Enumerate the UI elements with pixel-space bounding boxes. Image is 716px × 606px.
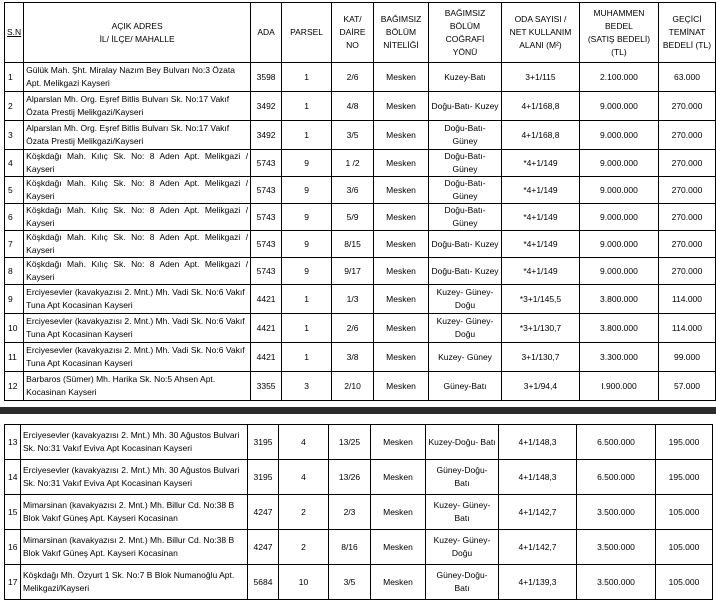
cell-nitelik: Mesken <box>371 425 426 460</box>
header-nitelik: BAĞIMSIZ BÖLÜM NİTELİĞİ <box>374 3 429 63</box>
cell-ada: 3195 <box>248 425 279 460</box>
cell-teminat: 270.000 <box>658 92 715 121</box>
cell-nitelik: Mesken <box>374 285 429 314</box>
cell-oda: *4+1/149 <box>501 258 579 285</box>
cell-teminat: 270.000 <box>658 231 715 258</box>
cell-nitelik: Mesken <box>374 121 429 150</box>
cell-kat-daire: 2/3 <box>329 495 371 530</box>
table-row <box>5 204 716 231</box>
cell-address: Köşkdağı Mah. Kılıç Sk. No: 8 Aden Apt. Melikgazi / Kayseri <box>24 177 251 204</box>
cell-parsel: 3 <box>282 372 332 401</box>
cell-nitelik: Mesken <box>374 177 429 204</box>
header-ada: ADA <box>251 3 282 63</box>
cell-sn: 16 <box>5 530 21 565</box>
cell-yon: Kuzey- Güney- Doğu <box>429 314 502 343</box>
cell-parsel: 1 <box>282 285 332 314</box>
header-sn: S.N <box>5 3 24 63</box>
cell-teminat: 105.000 <box>656 565 713 600</box>
cell-sn: 7 <box>5 231 24 258</box>
cell-sn: 5 <box>5 177 24 204</box>
cell-oda: 3+1/130,7 <box>501 343 579 372</box>
cell-kat-daire: 3/5 <box>329 565 371 600</box>
header-oda: ODA SAYISI / NET KULLANIM ALANI (M²) <box>501 3 579 63</box>
cell-yon: Kuzey- Güney <box>429 343 502 372</box>
cell-teminat: 63.000 <box>658 63 715 92</box>
table-row <box>5 63 716 92</box>
cell-parsel: 9 <box>282 177 332 204</box>
cell-address: Erciyesevler (kavakyazısı 2. Mnt.) Mh. Vadi Sk. No:6 Vakıf Tuna Apt Kocasinan Kayseri <box>24 343 251 372</box>
cell-kat-daire: 8/15 <box>332 231 374 258</box>
cell-oda: *4+1/149 <box>501 204 579 231</box>
cell-oda: *3+1/145,5 <box>501 285 579 314</box>
cell-sn: 11 <box>5 343 24 372</box>
table-row <box>5 495 713 530</box>
cell-ada: 5684 <box>248 565 279 600</box>
cell-ada: 4421 <box>251 314 282 343</box>
cell-parsel: 9 <box>282 204 332 231</box>
cell-yon: Doğu-Batı- Güney <box>429 177 502 204</box>
cell-sn: 1 <box>5 63 24 92</box>
cell-oda: 4+1/168,8 <box>501 121 579 150</box>
header-kat-daire: KAT/ DAİRE NO <box>332 3 374 63</box>
cell-nitelik: Mesken <box>371 530 426 565</box>
cell-parsel: 4 <box>279 425 329 460</box>
cell-sn: 4 <box>5 150 24 177</box>
cell-nitelik: Mesken <box>374 372 429 401</box>
cell-parsel: 9 <box>282 258 332 285</box>
cell-teminat: 99.000 <box>658 343 715 372</box>
header-yon: BAĞIMSIZ BÖLÜM COĞRAFİ YÖNÜ <box>429 3 502 63</box>
table-row <box>5 258 716 285</box>
cell-parsel: 4 <box>279 460 329 495</box>
cell-teminat: 114.000 <box>658 314 715 343</box>
cell-kat-daire: 3/6 <box>332 177 374 204</box>
header-parsel: PARSEL <box>282 3 332 63</box>
cell-address: Alparslan Mh. Org. Eşref Bitlis Bulvarı Sk. No:17 Vakıf Özata Prestij Melikgazi/Kayseri <box>24 92 251 121</box>
cell-ada: 3195 <box>248 460 279 495</box>
cell-yon: Güney-Doğu- Batı <box>426 565 499 600</box>
table-row <box>5 460 713 495</box>
cell-bedel: 6.500.000 <box>577 460 656 495</box>
cell-address: Erciyesevler (kavakyazısı 2. Mnt.) Mh. Vadi Sk. No:6 Vakıf Tuna Apt Kocasinan Kayseri <box>24 285 251 314</box>
cell-kat-daire: 4/8 <box>332 92 374 121</box>
table-row <box>5 530 713 565</box>
table-row <box>5 565 713 600</box>
cell-oda: 4+1/148,3 <box>499 460 577 495</box>
cell-nitelik: Mesken <box>374 150 429 177</box>
cell-oda: 4+1/168,8 <box>501 92 579 121</box>
cell-nitelik: Mesken <box>371 460 426 495</box>
cell-parsel: 2 <box>279 530 329 565</box>
cell-kat-daire: 1 /2 <box>332 150 374 177</box>
cell-kat-daire: 13/26 <box>329 460 371 495</box>
cell-bedel: 9.000.000 <box>579 150 658 177</box>
cell-ada: 4421 <box>251 285 282 314</box>
cell-address: Köşkdağı Mah. Kılıç Sk. No: 8 Aden Apt. Melikgazi / Kayseri <box>24 150 251 177</box>
table-row <box>5 150 716 177</box>
cell-oda: 4+1/142,7 <box>499 530 577 565</box>
cell-kat-daire: 3/8 <box>332 343 374 372</box>
cell-kat-daire: 5/9 <box>332 204 374 231</box>
cell-nitelik: Mesken <box>371 565 426 600</box>
cell-yon: Doğu-Batı- Kuzey <box>429 92 502 121</box>
cell-teminat: 270.000 <box>658 204 715 231</box>
cell-kat-daire: 8/16 <box>329 530 371 565</box>
cell-yon: Güney-Batı <box>429 372 502 401</box>
cell-bedel: 3.500.000 <box>577 495 656 530</box>
cell-oda: 3+1/115 <box>501 63 579 92</box>
cell-ada: 4247 <box>248 530 279 565</box>
cell-ada: 3492 <box>251 121 282 150</box>
cell-ada: 5743 <box>251 204 282 231</box>
cell-nitelik: Mesken <box>374 231 429 258</box>
cell-teminat: 195.000 <box>656 460 713 495</box>
cell-sn: 12 <box>5 372 24 401</box>
cell-sn: 17 <box>5 565 21 600</box>
cell-kat-daire: 13/25 <box>329 425 371 460</box>
cell-sn: 6 <box>5 204 24 231</box>
cell-sn: 2 <box>5 92 24 121</box>
table-row <box>5 343 716 372</box>
cell-parsel: 1 <box>282 314 332 343</box>
cell-yon: Kuzey-Batı <box>429 63 502 92</box>
cell-sn: 3 <box>5 121 24 150</box>
cell-sn: 13 <box>5 425 21 460</box>
cell-teminat: 105.000 <box>656 530 713 565</box>
cell-nitelik: Mesken <box>374 258 429 285</box>
cell-bedel: I.900.000 <box>579 372 658 401</box>
cell-ada: 5743 <box>251 231 282 258</box>
cell-teminat: 270.000 <box>658 258 715 285</box>
cell-address: Erciyesevler (kavakyazısı 2. Mnt.) Mh. Vadi Sk. No:6 Vakıf Tuna Apt Kocasinan Kayseri <box>24 314 251 343</box>
cell-oda: 4+1/139,3 <box>499 565 577 600</box>
cell-ada: 4421 <box>251 343 282 372</box>
cell-nitelik: Mesken <box>371 495 426 530</box>
cell-ada: 5743 <box>251 258 282 285</box>
cell-ada: 3598 <box>251 63 282 92</box>
cell-bedel: 3.800.000 <box>579 314 658 343</box>
cell-nitelik: Mesken <box>374 343 429 372</box>
cell-ada: 3355 <box>251 372 282 401</box>
cell-bedel: 9.000.000 <box>579 258 658 285</box>
cell-teminat: 57.000 <box>658 372 715 401</box>
cell-bedel: 3.500.000 <box>577 530 656 565</box>
cell-yon: Kuzey- Güney- Doğu <box>429 285 502 314</box>
cell-nitelik: Mesken <box>374 204 429 231</box>
cell-sn: 10 <box>5 314 24 343</box>
cell-oda: *4+1/149 <box>501 231 579 258</box>
header-teminat: GEÇİCİ TEMİNAT BEDELİ (TL) <box>658 3 715 63</box>
table-row <box>5 177 716 204</box>
cell-kat-daire: 2/6 <box>332 63 374 92</box>
cell-yon: Doğu-Batı- Güney <box>429 121 502 150</box>
table-row <box>5 285 716 314</box>
cell-ada: 5743 <box>251 177 282 204</box>
cell-bedel: 9.000.000 <box>579 177 658 204</box>
cell-ada: 4247 <box>248 495 279 530</box>
cell-address: Köşkdağı Mh. Özyurt 1 Sk. No:7 B Blok Numanoğlu Apt. Melikgazi/Kayseri <box>21 565 248 600</box>
header-bedel: MUHAMMEN BEDEL (SATIŞ BEDELİ) (TL) <box>579 3 658 63</box>
cell-address: Mimarsinan (kavakyazısı 2. Mnt.) Mh. Billur Cd. No:38 B Blok Vakıf Güneş Apt. Kayseri Kocasinan <box>21 495 248 530</box>
cell-teminat: 105.000 <box>656 495 713 530</box>
cell-kat-daire: 2/10 <box>332 372 374 401</box>
table-row <box>5 425 713 460</box>
cell-address: Gülük Mah. Şht. Miralay Nazım Bey Bulvarı No:3 Özata Apt. Melikgazi Kayseri <box>24 63 251 92</box>
cell-nitelik: Mesken <box>374 92 429 121</box>
cell-teminat: 270.000 <box>658 150 715 177</box>
cell-sn: 9 <box>5 285 24 314</box>
cell-oda: *3+1/130,7 <box>501 314 579 343</box>
cell-address: Erciyesevler (kavakyazısı 2. Mnt.) Mh. 30 Ağustos Bulvari Sk. No:31 Vakıf Eviva Apt Kocasinan Kayseri <box>21 460 248 495</box>
cell-address: Erciyesevler (kavakyazısı 2. Mnt.) Mh. 30 Ağustos Bulvari Sk. No:31 Vakıf Eviva Apt Kocasinan Kayseri <box>21 425 248 460</box>
cell-yon: Kuzey-Doğu- Batı <box>426 425 499 460</box>
header-address: AÇIK ADRES İL/ İLÇE/ MAHALLE <box>24 3 251 63</box>
cell-kat-daire: 2/6 <box>332 314 374 343</box>
header-row <box>5 3 716 63</box>
cell-sn: 14 <box>5 460 21 495</box>
cell-bedel: 9.000.000 <box>579 204 658 231</box>
cell-address: Alparslan Mh. Org. Eşref Bitlis Bulvarı Sk. No:17 Vakıf Özata Prestij Melikgazi/Kayseri <box>24 121 251 150</box>
cell-parsel: 1 <box>282 343 332 372</box>
cell-address: Mimarsinan (kavakyazısı 2. Mnt.) Mh. Billur Cd. No:38 B Blok Vakıf Güneş Apt. Kayseri Kocasinan <box>21 530 248 565</box>
cell-address: Köşkdağı Mah. Kılıç Sk. No: 8 Aden Apt. Melikgazi / Kayseri <box>24 204 251 231</box>
cell-oda: *4+1/149 <box>501 177 579 204</box>
cell-teminat: 270.000 <box>658 177 715 204</box>
cell-sn: 8 <box>5 258 24 285</box>
cell-yon: Doğu-Batı- Güney <box>429 150 502 177</box>
cell-yon: Güney-Doğu- Batı <box>426 460 499 495</box>
cell-address: Köşkdağı Mah. Kılıç Sk. No: 8 Aden Apt. Melikgazi / Kayseri <box>24 258 251 285</box>
cell-bedel: 3.500.000 <box>577 565 656 600</box>
cell-teminat: 114.000 <box>658 285 715 314</box>
cell-parsel: 1 <box>282 63 332 92</box>
property-table-bottom <box>4 424 713 600</box>
page-separator <box>0 407 716 414</box>
cell-parsel: 10 <box>279 565 329 600</box>
cell-nitelik: Mesken <box>374 63 429 92</box>
cell-bedel: 3.800.000 <box>579 285 658 314</box>
table-row <box>5 314 716 343</box>
cell-oda: 4+1/148,3 <box>499 425 577 460</box>
cell-kat-daire: 1/3 <box>332 285 374 314</box>
cell-address: Köşkdağı Mah. Kılıç Sk. No: 8 Aden Apt. Melikgazi / Kayseri <box>24 231 251 258</box>
table-row <box>5 121 716 150</box>
property-table-top <box>4 2 716 401</box>
cell-parsel: 2 <box>279 495 329 530</box>
table-row <box>5 372 716 401</box>
cell-bedel: 2.100.000 <box>579 63 658 92</box>
cell-yon: Kuzey- Güney- Doğu <box>426 530 499 565</box>
table-row <box>5 231 716 258</box>
cell-kat-daire: 9/17 <box>332 258 374 285</box>
cell-oda: 4+1/142,7 <box>499 495 577 530</box>
cell-oda: *4+1/149 <box>501 150 579 177</box>
cell-oda: 3+1/94,4 <box>501 372 579 401</box>
cell-bedel: 6.500.000 <box>577 425 656 460</box>
cell-bedel: 3.300.000 <box>579 343 658 372</box>
cell-teminat: 195.000 <box>656 425 713 460</box>
cell-bedel: 9.000.000 <box>579 92 658 121</box>
cell-yon: Doğu-Batı- Güney <box>429 204 502 231</box>
cell-nitelik: Mesken <box>374 314 429 343</box>
cell-ada: 3492 <box>251 92 282 121</box>
cell-address: Barbaros (Sümer) Mh. Harika Sk. No:5 Ahsen Apt. Kocasinan Kayseri <box>24 372 251 401</box>
cell-sn: 15 <box>5 495 21 530</box>
cell-bedel: 9.000.000 <box>579 231 658 258</box>
cell-bedel: 9.000.000 <box>579 121 658 150</box>
cell-ada: 5743 <box>251 150 282 177</box>
cell-teminat: 270.000 <box>658 121 715 150</box>
table-row <box>5 92 716 121</box>
cell-parsel: 1 <box>282 121 332 150</box>
cell-yon: Doğu-Batı- Kuzey <box>429 258 502 285</box>
cell-yon: Kuzey- Güney- Batı <box>426 495 499 530</box>
cell-kat-daire: 3/5 <box>332 121 374 150</box>
cell-parsel: 1 <box>282 92 332 121</box>
cell-parsel: 9 <box>282 150 332 177</box>
cell-yon: Doğu-Batı- Kuzey <box>429 231 502 258</box>
cell-parsel: 9 <box>282 231 332 258</box>
